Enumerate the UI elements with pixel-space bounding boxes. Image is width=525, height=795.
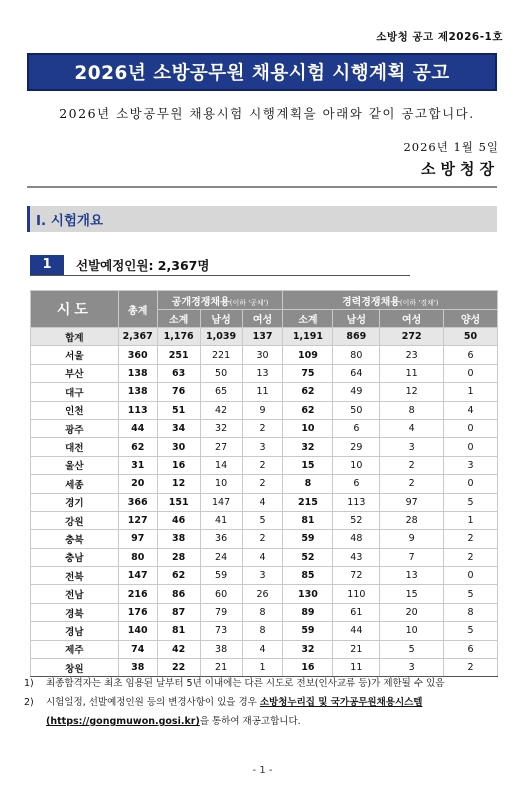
- subsection-text: 선발예정인원: 2,367명: [76, 257, 210, 273]
- table-cell: 64: [333, 364, 380, 382]
- table-cell: 79: [200, 603, 242, 621]
- table-cell: 11: [380, 364, 444, 382]
- table-cell: 11: [333, 659, 380, 677]
- table-cell: 6: [333, 475, 380, 493]
- table-cell: 80: [118, 548, 157, 566]
- table-body: [31, 328, 498, 677]
- table-row: [31, 640, 498, 658]
- table-cell: 28: [157, 548, 200, 566]
- table-cell: 3: [380, 659, 444, 677]
- region-cell: 경남: [31, 622, 119, 640]
- table-cell: 2: [444, 659, 498, 677]
- table-cell: 2: [380, 475, 444, 493]
- table-cell: 3: [242, 567, 283, 585]
- header-total: 총계: [118, 291, 157, 328]
- table-cell: 21: [333, 640, 380, 658]
- region-cell: 서울: [31, 346, 119, 364]
- intro-text: 2026년 소방공무원 채용시험 시행계획을 아래와 같이 공고합니다.: [59, 106, 475, 121]
- table-cell: 89: [283, 603, 333, 621]
- website-link[interactable]: 소방청누리집 및 국가공무원채용시스템: [259, 697, 423, 708]
- table-row: [31, 585, 498, 603]
- divider: [27, 186, 497, 188]
- website-url[interactable]: (https://gongmuwon.gosi.kr): [46, 716, 200, 727]
- table-row: [31, 493, 498, 511]
- table-cell: 1: [444, 383, 498, 401]
- table-cell: 81: [157, 622, 200, 640]
- table-cell: 113: [118, 401, 157, 419]
- region-cell: 전북: [31, 567, 119, 585]
- table-cell: 8: [242, 622, 283, 640]
- header-sido: 시도: [31, 291, 119, 328]
- table-cell: 60: [200, 585, 242, 603]
- table-cell: 147: [200, 493, 242, 511]
- table-cell: 26: [242, 585, 283, 603]
- table-cell: 50: [200, 364, 242, 382]
- table-cell: 251: [157, 346, 200, 364]
- region-cell: 대구: [31, 383, 119, 401]
- table-cell: 32: [283, 438, 333, 456]
- region-cell: 광주: [31, 419, 119, 437]
- header-open-group: 공개경쟁채용(이하 '공채'): [157, 291, 283, 310]
- table-cell: 44: [118, 419, 157, 437]
- table-cell: 1,176: [157, 328, 200, 346]
- header-career-group: 경력경쟁채용(이하 '경채'): [283, 291, 498, 310]
- table-cell: 6: [444, 640, 498, 658]
- table-cell: 0: [444, 419, 498, 437]
- table-cell: 74: [118, 640, 157, 658]
- section-label: Ⅰ. 시험개요: [36, 213, 104, 229]
- table-cell: 29: [333, 438, 380, 456]
- table-row: [31, 346, 498, 364]
- footnote-2: [24, 693, 504, 731]
- page-number: - 1 -: [252, 765, 273, 776]
- table-cell: 62: [157, 567, 200, 585]
- table-cell: 30: [157, 438, 200, 456]
- table-cell: 11: [242, 383, 283, 401]
- footnote-1: [24, 674, 504, 693]
- table-cell: 10: [380, 622, 444, 640]
- table-cell: 8: [380, 401, 444, 419]
- region-cell: 합계: [31, 328, 119, 346]
- table-cell: 49: [333, 383, 380, 401]
- table-cell: 72: [333, 567, 380, 585]
- table-cell: 15: [283, 456, 333, 474]
- table-cell: 36: [200, 530, 242, 548]
- table-cell: 5: [444, 622, 498, 640]
- table-cell: 1: [242, 659, 283, 677]
- table-cell: 0: [444, 438, 498, 456]
- table-cell: 38: [200, 640, 242, 658]
- table-cell: 176: [118, 603, 157, 621]
- table-cell: 4: [242, 493, 283, 511]
- table-cell: 2: [242, 456, 283, 474]
- table-cell: 62: [283, 401, 333, 419]
- table-cell: 6: [444, 346, 498, 364]
- header-open-female: 여성: [242, 310, 283, 328]
- table-cell: 0: [444, 475, 498, 493]
- table-cell: 4: [242, 548, 283, 566]
- table-cell: 5: [444, 585, 498, 603]
- table-cell: 86: [157, 585, 200, 603]
- header-career-subtotal: 소계: [283, 310, 333, 328]
- table-cell: 14: [200, 456, 242, 474]
- table-cell: 16: [283, 659, 333, 677]
- table-cell: 75: [283, 364, 333, 382]
- section-header: [27, 206, 497, 232]
- table-cell: 7: [380, 548, 444, 566]
- table-cell: 62: [118, 438, 157, 456]
- table-cell: 22: [157, 659, 200, 677]
- table-cell: 52: [333, 511, 380, 529]
- table-row: [31, 548, 498, 566]
- footnote-number: 2): [24, 697, 34, 708]
- table-cell: 44: [333, 622, 380, 640]
- table-row: [31, 511, 498, 529]
- table-cell: 10: [283, 419, 333, 437]
- footnote-text: 최종합격자는 최초 임용된 날부터 5년 이내에는 다른 시도로 전보(인사교류 등)가 제한될 수 있음: [46, 678, 445, 689]
- table-row: [31, 419, 498, 437]
- table-cell: 15: [380, 585, 444, 603]
- region-cell: 대전: [31, 438, 119, 456]
- table-row: [31, 401, 498, 419]
- table-cell: 16: [157, 456, 200, 474]
- table-cell: 366: [118, 493, 157, 511]
- table-cell: 20: [118, 475, 157, 493]
- region-cell: 울산: [31, 456, 119, 474]
- table-cell: 8: [242, 603, 283, 621]
- table-cell: 4: [444, 401, 498, 419]
- region-cell: 창원: [31, 659, 119, 677]
- table-cell: 87: [157, 603, 200, 621]
- table-cell: 23: [380, 346, 444, 364]
- footnote-number: 1): [24, 678, 34, 689]
- table-cell: 48: [333, 530, 380, 548]
- table-cell: 31: [118, 456, 157, 474]
- table-cell: 51: [157, 401, 200, 419]
- table-cell: 0: [444, 567, 498, 585]
- footnotes: [24, 674, 504, 731]
- table-cell: 151: [157, 493, 200, 511]
- table-cell: 137: [242, 328, 283, 346]
- notice-number: 소방청 공고 제2026-1호: [376, 31, 503, 43]
- table-row: [31, 383, 498, 401]
- table-cell: 38: [118, 659, 157, 677]
- table-cell: 2,367: [118, 328, 157, 346]
- table-row: [31, 475, 498, 493]
- table-cell: 5: [444, 493, 498, 511]
- region-cell: 인천: [31, 401, 119, 419]
- table-cell: 8: [283, 475, 333, 493]
- region-cell: 강원: [31, 511, 119, 529]
- table-cell: 2: [380, 456, 444, 474]
- table-cell: 110: [333, 585, 380, 603]
- table-cell: 4: [380, 419, 444, 437]
- table-cell: 59: [283, 530, 333, 548]
- region-cell: 충북: [31, 530, 119, 548]
- table-cell: 8: [444, 603, 498, 621]
- table-cell: 81: [283, 511, 333, 529]
- table-cell: 76: [157, 383, 200, 401]
- page-title: 2026년 소방공무원 채용시험 시행계획 공고: [27, 53, 497, 91]
- table-cell: 62: [283, 383, 333, 401]
- header-open-subtotal: 소계: [157, 310, 200, 328]
- table-cell: 109: [283, 346, 333, 364]
- table-cell: 216: [118, 585, 157, 603]
- table-cell: 4: [242, 640, 283, 658]
- table-cell: 10: [333, 456, 380, 474]
- table-cell: 127: [118, 511, 157, 529]
- footnote-text: 시험일정, 선발예정인원 등의 변경사항이 있을 경우 소방청누리집 및 국가공무원채용시스템 (https://gongmuwon.gosi.kr)을 통하여 재공고합니다.: [46, 697, 423, 727]
- table-cell: 3: [242, 438, 283, 456]
- table-row: [31, 530, 498, 548]
- table-cell: 138: [118, 383, 157, 401]
- table-cell: 2: [242, 419, 283, 437]
- table-cell: 5: [242, 511, 283, 529]
- header-open-male: 남성: [200, 310, 242, 328]
- table-cell: 5: [380, 640, 444, 658]
- table-cell: 360: [118, 346, 157, 364]
- table-cell: 41: [200, 511, 242, 529]
- table-cell: 46: [157, 511, 200, 529]
- table-cell: 32: [200, 419, 242, 437]
- table-cell: 869: [333, 328, 380, 346]
- table-cell: 59: [283, 622, 333, 640]
- table-row-total: [31, 328, 498, 346]
- table-cell: 6: [333, 419, 380, 437]
- header-career-both: 양성: [444, 310, 498, 328]
- table-cell: 43: [333, 548, 380, 566]
- table-cell: 0: [444, 364, 498, 382]
- table-row: [31, 456, 498, 474]
- table-cell: 2: [444, 530, 498, 548]
- table-cell: 130: [283, 585, 333, 603]
- table-cell: 9: [242, 401, 283, 419]
- table-cell: 42: [157, 640, 200, 658]
- table-cell: 272: [380, 328, 444, 346]
- table-cell: 3: [380, 438, 444, 456]
- region-cell: 세종: [31, 475, 119, 493]
- table-cell: 1,191: [283, 328, 333, 346]
- table-cell: 65: [200, 383, 242, 401]
- table-cell: 113: [333, 493, 380, 511]
- subsection-header: [30, 254, 410, 276]
- table-cell: 80: [333, 346, 380, 364]
- table-row: [31, 364, 498, 382]
- table-cell: 63: [157, 364, 200, 382]
- table-cell: 9: [380, 530, 444, 548]
- table-cell: 147: [118, 567, 157, 585]
- table-row: [31, 622, 498, 640]
- table-cell: 61: [333, 603, 380, 621]
- table-cell: 2: [444, 548, 498, 566]
- region-cell: 전남: [31, 585, 119, 603]
- table-cell: 50: [333, 401, 380, 419]
- region-cell: 부산: [31, 364, 119, 382]
- table-cell: 20: [380, 603, 444, 621]
- table-cell: 50: [444, 328, 498, 346]
- table-cell: 2: [242, 530, 283, 548]
- region-cell: 충남: [31, 548, 119, 566]
- table-row: [31, 603, 498, 621]
- table-cell: 215: [283, 493, 333, 511]
- table-cell: 52: [283, 548, 333, 566]
- table-cell: 73: [200, 622, 242, 640]
- table-cell: 38: [157, 530, 200, 548]
- recruitment-table: [30, 290, 498, 677]
- table-cell: 85: [283, 567, 333, 585]
- table-cell: 28: [380, 511, 444, 529]
- header-career-female: 여성: [380, 310, 444, 328]
- table-cell: 24: [200, 548, 242, 566]
- table-cell: 34: [157, 419, 200, 437]
- organization-name: 소방청장: [421, 160, 499, 178]
- table-cell: 140: [118, 622, 157, 640]
- table-row: [31, 567, 498, 585]
- table-cell: 21: [200, 659, 242, 677]
- table-cell: 221: [200, 346, 242, 364]
- table-cell: 1,039: [200, 328, 242, 346]
- table-cell: 12: [157, 475, 200, 493]
- table-cell: 1: [444, 511, 498, 529]
- table-row: [31, 438, 498, 456]
- table-cell: 32: [283, 640, 333, 658]
- table-cell: 42: [200, 401, 242, 419]
- table-cell: 13: [242, 364, 283, 382]
- table-cell: 3: [444, 456, 498, 474]
- notice-date: 2026년 1월 5일: [403, 140, 499, 154]
- subsection-number: 1: [30, 255, 64, 275]
- table-cell: 138: [118, 364, 157, 382]
- table-cell: 2: [242, 475, 283, 493]
- region-cell: 제주: [31, 640, 119, 658]
- table-cell: 97: [118, 530, 157, 548]
- table-cell: 30: [242, 346, 283, 364]
- table-cell: 59: [200, 567, 242, 585]
- header-career-male: 남성: [333, 310, 380, 328]
- region-cell: 경기: [31, 493, 119, 511]
- table-cell: 97: [380, 493, 444, 511]
- region-cell: 경북: [31, 603, 119, 621]
- table-cell: 13: [380, 567, 444, 585]
- table-cell: 12: [380, 383, 444, 401]
- table-cell: 10: [200, 475, 242, 493]
- table-cell: 27: [200, 438, 242, 456]
